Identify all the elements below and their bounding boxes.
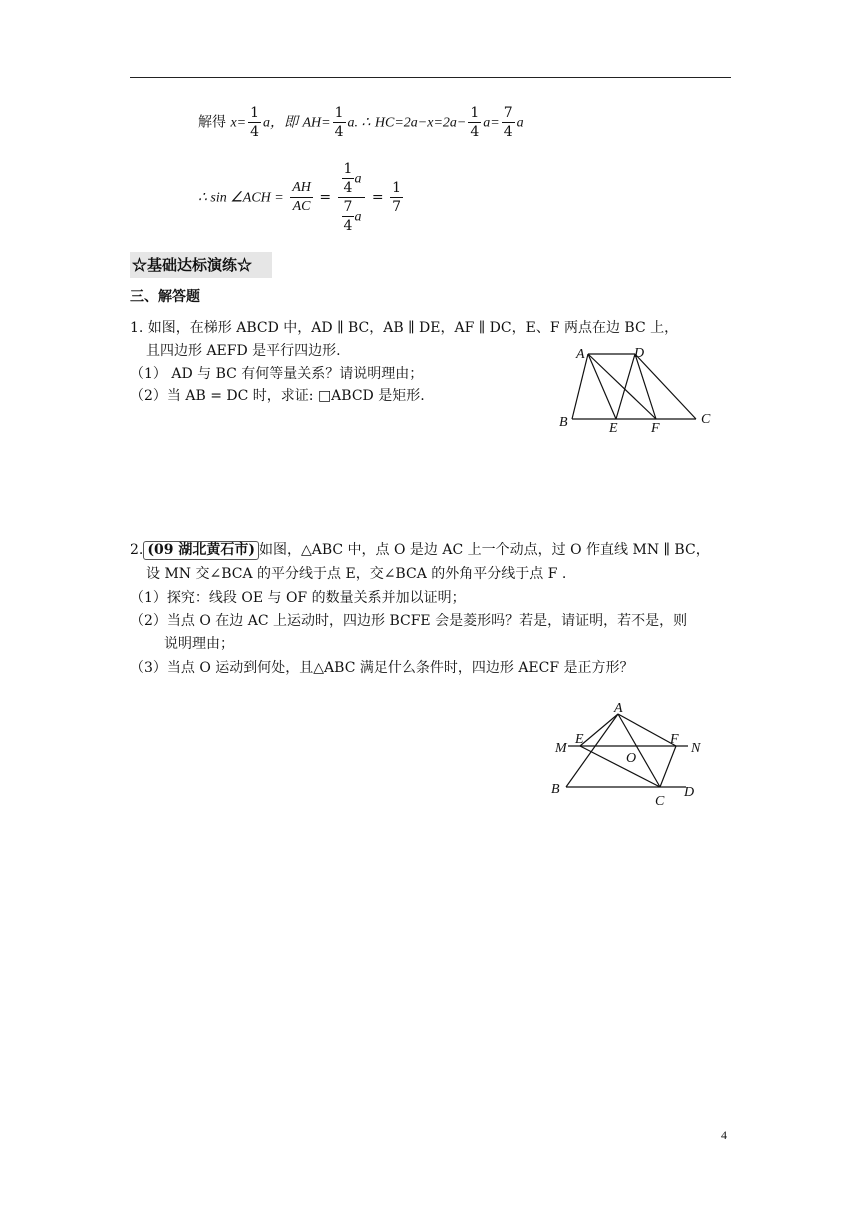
math-text: a. ∴ <box>347 115 371 131</box>
label-F: F <box>651 421 660 436</box>
text: 解得 <box>198 114 226 131</box>
fraction <box>342 160 355 197</box>
label-E: E <box>609 421 618 436</box>
compound-denominator <box>338 198 366 235</box>
compound-numerator <box>338 160 366 198</box>
label-A: A <box>576 347 585 362</box>
q1-trapezoid-figure <box>550 340 720 440</box>
q2-triangle-figure <box>548 696 708 814</box>
label-F: F <box>670 732 679 747</box>
math-text: AH= <box>302 115 331 131</box>
q2-sub-1: （1）探究：线段 OE 与 OF 的数量关系并加以证明； <box>130 590 466 606</box>
label-M: M <box>555 741 567 756</box>
label-O: O <box>626 751 637 766</box>
equals: = <box>319 189 332 206</box>
q1-line-2: 且四边形 AEFD 是平行四边形. <box>146 343 341 359</box>
math-text: HC=2a−x=2a− <box>374 115 467 131</box>
numerator: AH <box>290 179 313 198</box>
q1-line-1: 1. 如图，在梯形 ABCD 中，AD ∥ BC，AB ∥ DE，AF ∥ DC，E、F 两点在边 BC 上， <box>130 320 679 336</box>
fraction <box>333 104 346 141</box>
denominator: 7 <box>392 199 401 215</box>
math-text: a= <box>483 115 500 131</box>
denominator: 4 <box>343 218 353 234</box>
q2-line-1-text: 如图，△ABC 中，点 O 是边 AC 上一个动点，过 O 作直线 MN ∥ BC， <box>258 542 710 558</box>
q1-sub-2: （2）当 AB = DC 时，求证: □ABCD 是矩形. <box>130 388 425 404</box>
q2-sub-2b: 说明理由； <box>164 636 234 652</box>
label-N: N <box>691 741 701 756</box>
solution-line-1 <box>198 104 524 141</box>
q2-source-label: (09 湖北黄石市) <box>143 541 259 560</box>
math-text: a <box>354 209 362 225</box>
math-text: a <box>354 171 362 187</box>
denominator: 4 <box>470 124 480 140</box>
equals: = <box>371 189 384 206</box>
math-text: ∴ sin ∠ACH = <box>198 190 284 206</box>
numerator: 7 <box>503 105 513 121</box>
fraction <box>248 104 261 141</box>
label-B: B <box>559 415 568 430</box>
label-D: D <box>684 785 695 800</box>
label-E: E <box>575 732 584 747</box>
numerator: 1 <box>470 105 480 121</box>
denominator: 4 <box>503 124 513 140</box>
math-text: a，即 <box>263 115 299 131</box>
label-B: B <box>551 782 560 797</box>
page-number: 4 <box>721 1128 727 1142</box>
fraction <box>342 198 355 235</box>
label-D: D <box>634 346 645 361</box>
label-C: C <box>701 412 711 427</box>
fraction <box>468 104 481 141</box>
q2-line-2: 设 MN 交∠BCA 的平分线于点 E，交∠BCA 的外角平分线于点 F . <box>146 566 567 582</box>
math-text: x= <box>230 115 247 131</box>
fraction <box>390 179 403 216</box>
section-title: ☆基础达标演练☆ <box>130 252 272 278</box>
denominator: 4 <box>343 180 353 196</box>
math-text: a <box>516 115 524 131</box>
numerator: 1 <box>343 161 353 177</box>
numerator: 1 <box>392 180 401 196</box>
fraction <box>290 179 313 216</box>
numerator: 1 <box>334 105 344 121</box>
subsection-title: 三、解答题 <box>130 289 200 305</box>
numerator: 7 <box>343 199 353 215</box>
compound-fraction <box>338 160 366 235</box>
header-rule <box>130 77 731 78</box>
denominator: AC <box>292 199 311 214</box>
label-C: C <box>655 794 665 809</box>
q2-sub-2a: （2）当点 O 在边 AC 上运动时，四边形 BCFE 会是菱形吗？若是，请证明，若不是，则 <box>130 613 688 629</box>
q2-number: 2. <box>130 542 144 558</box>
q2-sub-3: （3）当点 O 运动到何处，且△ABC 满足什么条件时，四边形 AECF 是正方形？ <box>130 660 634 676</box>
fraction <box>502 104 515 141</box>
denominator: 4 <box>334 124 344 140</box>
label-A: A <box>614 701 623 716</box>
q2-line-1 <box>130 540 710 560</box>
solution-line-2 <box>198 160 405 235</box>
numerator: 1 <box>250 105 260 121</box>
q1-sub-1: （1） AD 与 BC 有何等量关系？请说明理由； <box>130 366 424 382</box>
denominator: 4 <box>250 124 260 140</box>
